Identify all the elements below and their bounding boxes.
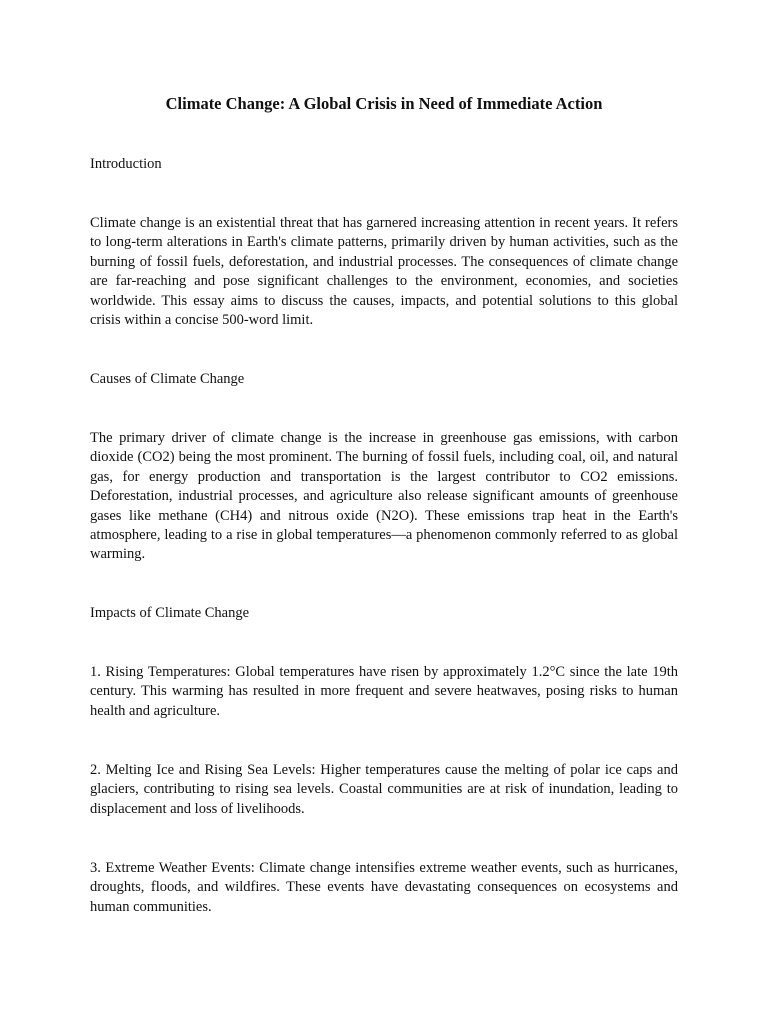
section-heading-introduction: Introduction xyxy=(90,156,162,172)
document-title: Climate Change: A Global Crisis in Need of Immediate Action xyxy=(165,94,603,113)
causes-paragraph: The primary driver of climate change is the increase in greenhouse gas emissions, with carbon dioxide (CO2) being the most prominent. The burning of fossil fuels, including coal, oil, and natural gas, for energy production and transportation is the largest contributor to CO2 emissions. Deforestation, industrial processes, and agriculture also release significant amounts of greenhouse gases like methane (CH4) and nitrous oxide (N2O). These emissions trap heat in the Earth's atmosphere, leading to a rise in global temperatures—a phenomenon commonly referred to as global warming. xyxy=(90,430,678,563)
impact-item-melting-ice: 2. Melting Ice and Rising Sea Levels: Higher temperatures cause the melting of polar ice caps and glaciers, contributing to rising sea levels. Coastal communities are at risk of inundation, leading to displacement and loss of livelihoods. xyxy=(90,762,678,817)
section-heading-causes: Causes of Climate Change xyxy=(90,371,245,387)
impact-item-extreme-weather: 3. Extreme Weather Events: Climate change intensifies extreme weather events, such as hurricanes, droughts, floods, and wildfires. These events have devastating consequences on ecosystems and human communities. xyxy=(90,860,678,915)
section-heading-impacts: Impacts of Climate Change xyxy=(90,605,250,621)
introduction-paragraph: Climate change is an existential threat that has garnered increasing attention in recent years. It refers to long-term alterations in Earth's climate patterns, primarily driven by human activities, such as the burning of fossil fuels, deforestation, and industrial processes. The consequences of climate change are far-reaching and pose significant challenges to the environment, economies, and societies worldwide. This essay aims to discuss the causes, impacts, and potential solutions to this global crisis within a concise 500-word limit. xyxy=(90,215,678,329)
impact-item-rising-temperatures: 1. Rising Temperatures: Global temperatures have risen by approximately 1.2°C since the late 19th century. This warming has resulted in more frequent and severe heatwaves, posing risks to human health and agriculture. xyxy=(90,664,678,719)
